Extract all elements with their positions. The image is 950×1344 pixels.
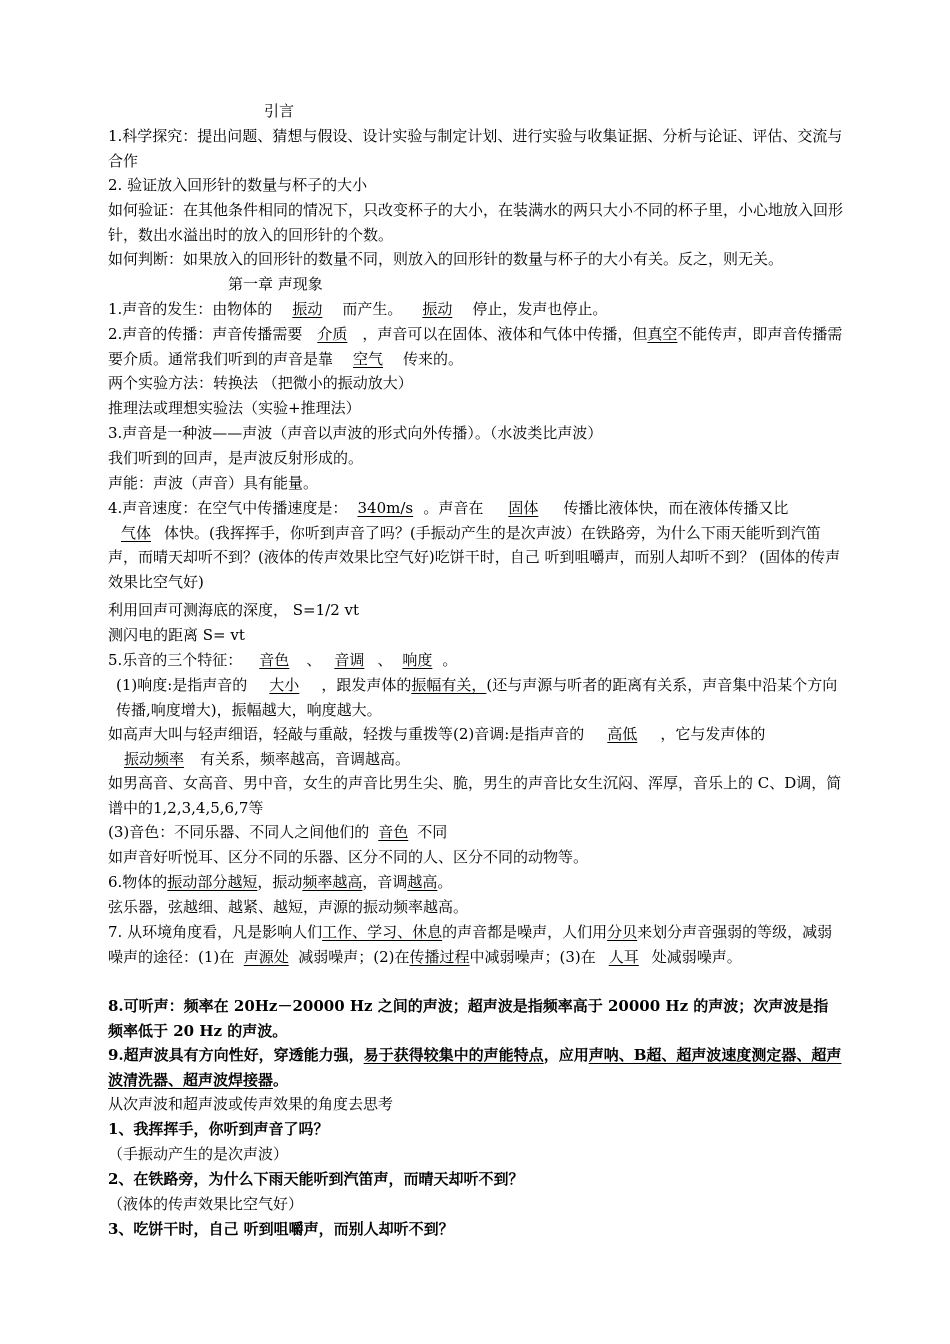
question-3: 3、吃饼干时，自己 听到咀嚼声，而别人却听不到？ (108, 1220, 454, 1238)
strings-line: 弦乐器，弦越细、越紧、越短，声源的振动频率越高。 (108, 898, 469, 916)
fill-blank: 振动 (292, 300, 323, 318)
fill-blank: 大小 (269, 676, 300, 694)
fill-blank: 真空 (647, 325, 678, 343)
fill-blank: 介质 (317, 325, 348, 343)
underlined-term: 振动部分越短 (167, 873, 258, 891)
fill-blank: 振动 (422, 300, 453, 318)
fill-blank: 音色 (259, 651, 290, 669)
fill-blank: 高低 (607, 725, 638, 743)
pitch-example: 如男高音、女高音、男中音，女生的声音比男生尖、脆，男生的声音比女生沉闷、浑厚，音乐上的 C、D调，简谱中的1,2,3,4,5,6,7等 (108, 774, 842, 817)
answer-1: （手振动产生的是次声波） (108, 1145, 289, 1163)
echo-line: 我们听到的回声，是声波反射形成的。 (108, 449, 364, 467)
fill-blank: 空气 (353, 349, 384, 368)
fill-blank: 340m/s (357, 499, 414, 517)
pitch-paragraph: 如高声大叫与轻声细语，轻敲与重敲，轻拨与重拨等(2)音调:是指声音的 高低 ，它与发声体的振动频率 有关系，频率越高，音调越高。 (108, 722, 843, 771)
underlined-term: 分贝 (607, 923, 638, 941)
question-1: 1、我挥挥手，你听到声音了吗？ (108, 1120, 329, 1138)
echo-depth-line: 利用回声可测海底的深度， S=1/2 vt (108, 601, 360, 619)
lightning-distance-line: 测闪电的距离 S= vt (108, 626, 245, 644)
fill-blank: 人耳 (608, 947, 639, 966)
question-2: 2、在铁路旁，为什么下雨天能听到汽笛声，而晴天却听不到？ (108, 1170, 524, 1188)
fill-blank: 振动频率 (123, 749, 184, 768)
section-8: 8.可听声：频率在 20Hz－20000 Hz 之间的声波；超声波是指频率高于 20000 Hz 的声波；次声波是指频率低于 20 Hz 的声波。 (108, 997, 829, 1040)
timbre-line: (3)音色：不同乐器、不同人之间他们的 音色 不同 (108, 820, 843, 845)
think-heading: 从次声波和超声波或传声效果的角度去思考 (108, 1095, 394, 1113)
underlined-term: 越高 (407, 873, 438, 891)
fill-blank: 音调 (334, 651, 365, 669)
loudness-paragraph: (1)响度:是指声音的 大小 ，跟发声体的振幅有关，(还与声源与听者的距离有关系，声音集中沿某个方向传播,响度增大)，振幅越大，响度越大。 (116, 673, 843, 722)
section-7: 7. 从环境角度看，凡是影响人们工作、学习、休息的声音都是噪声，人们用分贝来划分声音强弱的等级，减弱噪声的途径：(1)在 声源处 减弱噪声；(2)在传播过程中减弱噪声；(3)在 人耳 处减弱噪声。 (108, 920, 843, 969)
section-5: 5.乐音的三个特征： 音色 、 音调 、 响度 。 (108, 648, 843, 673)
method-line-1: 两个实验方法：转换法 （把微小的振动放大） (108, 374, 413, 392)
section-2: 2.声音的传播：声音传播需要 介质 ，声音可以在固体、液体和气体中传播，但真空不能传声，即声音传播需要介质。通常我们听到的声音是靠 空气 传来的。 (108, 322, 843, 371)
underlined-term: 频率越高 (302, 873, 363, 891)
intro-paragraph-1: 1.科学探究：提出问题、猜想与假设、设计实验与制定计划、进行实验与收集证据、分析与论证、评估、交流与合作 (108, 127, 843, 170)
chapter-title: 第一章 声现象 (228, 275, 323, 293)
section-9: 9.超声波具有方向性好，穿透能力强，易于获得较集中的声能特点，应用声呐、B超、超声波速度测定器、超声波清洗器、超声波焊接器。 (108, 1046, 842, 1089)
energy-line: 声能：声波（声音）具有能量。 (108, 474, 319, 492)
method-line-2: 推理法或理想实验法（实验+推理法） (108, 399, 361, 417)
fill-blank: 音色 (378, 823, 409, 841)
fill-blank: 响度 (402, 651, 433, 669)
fill-blank: 气体 (120, 523, 151, 542)
fill-blank: 声源处 (243, 947, 289, 966)
intro-title: 引言 (264, 102, 295, 120)
underlined-term: 声呐、B超、超声波速度测定器、超声波清洗器、超声波焊接器 (108, 1046, 842, 1089)
intro-paragraph-4: 如何判断：如果放入的回形针的数量不同，则放入的回形针的数量与杯子的大小有关。反之，则无关。 (108, 250, 784, 268)
section-3: 3.声音是一种波——声波（声音以声波的形式向外传播）。（水波类比声波） (108, 424, 603, 442)
fill-blank: 振幅有关， (411, 676, 487, 694)
section-4: 4.声音速度：在空气中传播速度是： 340m/s 。声音在 固体 传播比液体快，而在液体传播又比气体 体快。(我挥挥手，你听到声音了吗？(手振动产生的是次声波）在铁路旁，为什么下雨天能听到汽笛声，而晴天却听不到？(液体的传声效果比空气好)吃饼干时，自己 听到咀嚼声，而别人却听不到？ (固体的传声效果比空气好) (108, 496, 843, 594)
intro-paragraph-3: 如何验证：在其他条件相同的情况下，只改变杯子的大小，在装满水的两只大小不同的杯子里，小心地放入回形针，数出水溢出时的放入的回形针的个数。 (108, 201, 844, 244)
section-1: 1.声音的发生：由物体的 振动 而产生。 振动 停止，发声也停止。 (108, 297, 843, 322)
fill-blank: 传播过程 (409, 947, 470, 966)
section-6: 6.物体的振动部分越短，振动频率越高，音调越高。 (108, 873, 453, 891)
intro-paragraph-2: 2. 验证放入回形针的数量与杯子的大小 (108, 176, 368, 194)
timbre-example: 如声音好听悦耳、区分不同的乐器、区分不同的人、区分不同的动物等。 (108, 848, 589, 866)
underlined-term: 易于获得较集中的声能特点 (363, 1046, 544, 1064)
answer-2: （液体的传声效果比空气好） (108, 1195, 304, 1213)
fill-blank: 固体 (508, 499, 539, 517)
underlined-term: 工作、学习、休息 (322, 923, 443, 941)
